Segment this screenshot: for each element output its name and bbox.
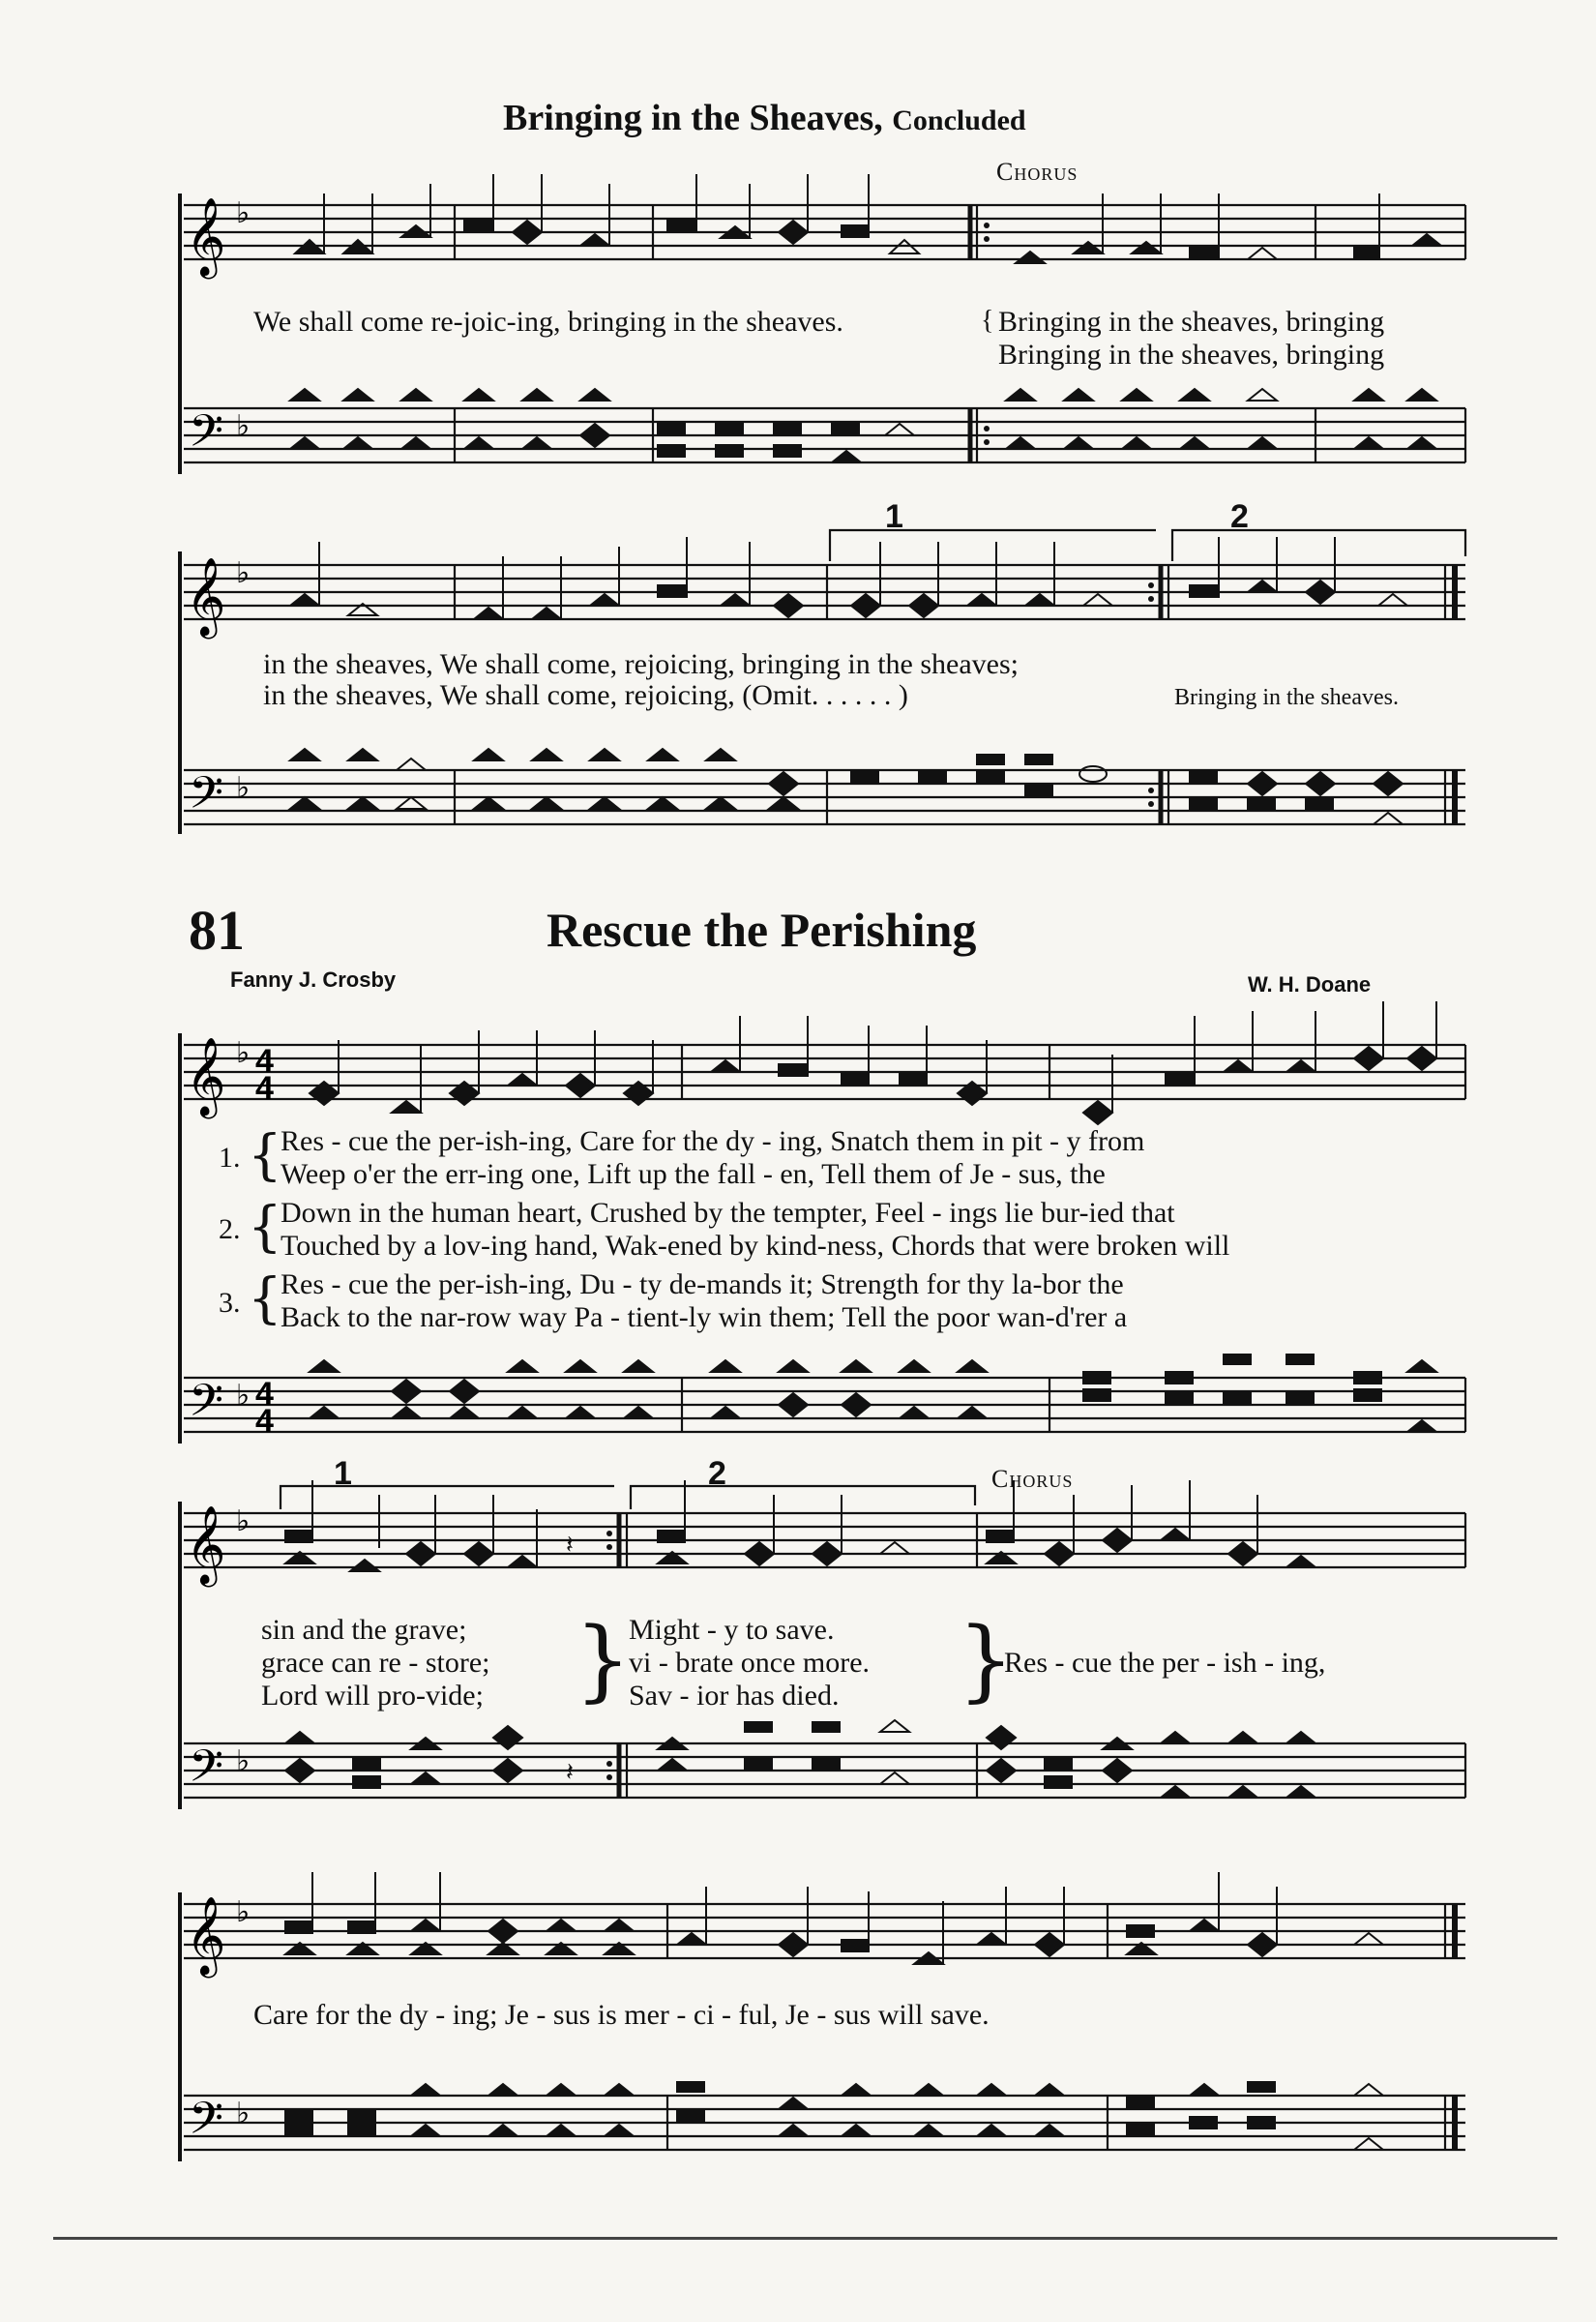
verse-2-line1: Down in the human heart, Crushed by the tempter, Feel - ings lie bur-ied that	[281, 1197, 1175, 1229]
hymn-system2-col1-line1: sin and the grave;	[261, 1614, 467, 1646]
verse-3-number: 3.	[219, 1287, 241, 1319]
hymn-system2-brace-2: }	[958, 1608, 1015, 1712]
svg-text:♭: ♭	[236, 1744, 251, 1778]
prev-system2-lyric-line1: in the sheaves, We shall come, rejoicing, bringing in the sheaves;	[263, 648, 1019, 680]
svg-text:𝄢: 𝄢	[189, 1375, 224, 1438]
svg-text:♭: ♭	[236, 771, 251, 805]
hymn-composer: W. H. Doane	[1248, 972, 1372, 997]
verse-1-line2: Weep o'er the err-ing one, Lift up the fall - en, Tell them of Je - sus, the	[281, 1158, 1106, 1190]
verse-2-number: 2.	[219, 1213, 241, 1245]
svg-text:4: 4	[255, 1070, 274, 1107]
verse-2-brace: {	[248, 1196, 282, 1259]
svg-text:4: 4	[255, 1043, 274, 1080]
prev-ending-2-label: 2	[1230, 498, 1249, 535]
svg-text:♭: ♭	[236, 2097, 251, 2130]
prev-system2-lyric-end: Bringing in the sheaves.	[1174, 685, 1399, 710]
hymn-system2-col1-line3: Lord will pro-vide;	[261, 1680, 484, 1712]
svg-text:♭: ♭	[236, 556, 251, 590]
prev-system1-brace: {	[981, 306, 994, 336]
prev-chorus-label: Chorus	[996, 158, 1079, 186]
verse-2-line2: Touched by a lov-ing hand, Wak-ened by kind-ness, Chords that were broken will	[281, 1230, 1230, 1262]
prev-hymn-title-suffix: Concluded	[892, 104, 1026, 136]
svg-text:♭: ♭	[236, 1895, 251, 1929]
svg-text:𝄞: 𝄞	[186, 1504, 226, 1584]
prev-system1-lyric-right-2: Bringing in the sheaves, bringing	[998, 339, 1385, 371]
hymn-system2-col1-line2: grace can re - store;	[261, 1647, 490, 1679]
verse-1-line1: Res - cue the per-ish-ing, Care for the dy - ing, Snatch them in pit - y from	[281, 1125, 1145, 1157]
prev-system1-lyric-right-1: Bringing in the sheaves, bringing	[998, 306, 1385, 338]
svg-text:♭: ♭	[236, 196, 251, 230]
svg-text:𝄽: 𝄽	[566, 1758, 574, 1786]
hymn-system2-col2-line3: Sav - ior has died.	[629, 1680, 840, 1712]
svg-text:♭: ♭	[236, 1036, 251, 1070]
prev-system2-lyric-line2: in the sheaves, We shall come, rejoicing, (Omit. . . . . . )	[263, 679, 908, 711]
svg-text:𝄽: 𝄽	[566, 1531, 574, 1559]
svg-text:𝄢: 𝄢	[189, 1741, 224, 1803]
svg-text:♭: ♭	[236, 409, 251, 443]
svg-text:𝄢: 𝄢	[189, 2093, 224, 2156]
hymn-chorus-lyric: Res - cue the per - ish - ing,	[1004, 1647, 1326, 1679]
hymn-title: Rescue the Perishing	[547, 903, 977, 957]
svg-text:♭: ♭	[236, 1379, 251, 1413]
verse-3-line1: Res - cue the per-ish-ing, Du - ty de-mands it; Strength for thy la-bor the	[281, 1268, 1124, 1300]
svg-text:𝄢: 𝄢	[189, 405, 224, 468]
hymn-system2-col2-line2: vi - brate once more.	[629, 1647, 871, 1679]
verse-1-brace: {	[248, 1124, 282, 1187]
svg-text:♭: ♭	[236, 1504, 251, 1538]
hymn-system2-col2-line1: Might - y to save.	[629, 1614, 835, 1646]
hymn-number: 81	[189, 899, 245, 962]
hymn-system2-brace-1: }	[575, 1608, 632, 1712]
hymn-system3-lyric: Care for the dy - ing; Je - sus is mer - ci - ful, Je - sus will save.	[253, 1999, 990, 2031]
svg-text:4: 4	[255, 1376, 274, 1413]
svg-text:𝄢: 𝄢	[189, 767, 224, 830]
hymn-ending-2-label: 2	[708, 1455, 726, 1492]
prev-ending-1-label: 1	[885, 498, 903, 535]
prev-hymn-title-text: Bringing in the Sheaves,	[503, 98, 883, 138]
page-bottom-rule	[53, 2237, 1557, 2240]
hymn-ending-1-label: 1	[334, 1455, 352, 1492]
svg-text:𝄞: 𝄞	[186, 1036, 226, 1116]
svg-text:𝄞: 𝄞	[186, 556, 226, 636]
verse-3-line2: Back to the nar-row way Pa - tient-ly win them; Tell the poor wan-d'rer a	[281, 1301, 1128, 1333]
prev-system1-lyric-left: We shall come re-joic-ing, bringing in the sheaves.	[253, 306, 843, 338]
hymn-chorus-label: Chorus	[991, 1465, 1074, 1493]
verse-3-brace: {	[248, 1267, 282, 1330]
verse-1-number: 1.	[219, 1142, 241, 1174]
svg-text:𝄞: 𝄞	[186, 196, 226, 276]
hymn-lyricist: Fanny J. Crosby	[230, 968, 397, 992]
svg-text:𝄞: 𝄞	[186, 1895, 226, 1975]
svg-text:4: 4	[255, 1403, 274, 1440]
